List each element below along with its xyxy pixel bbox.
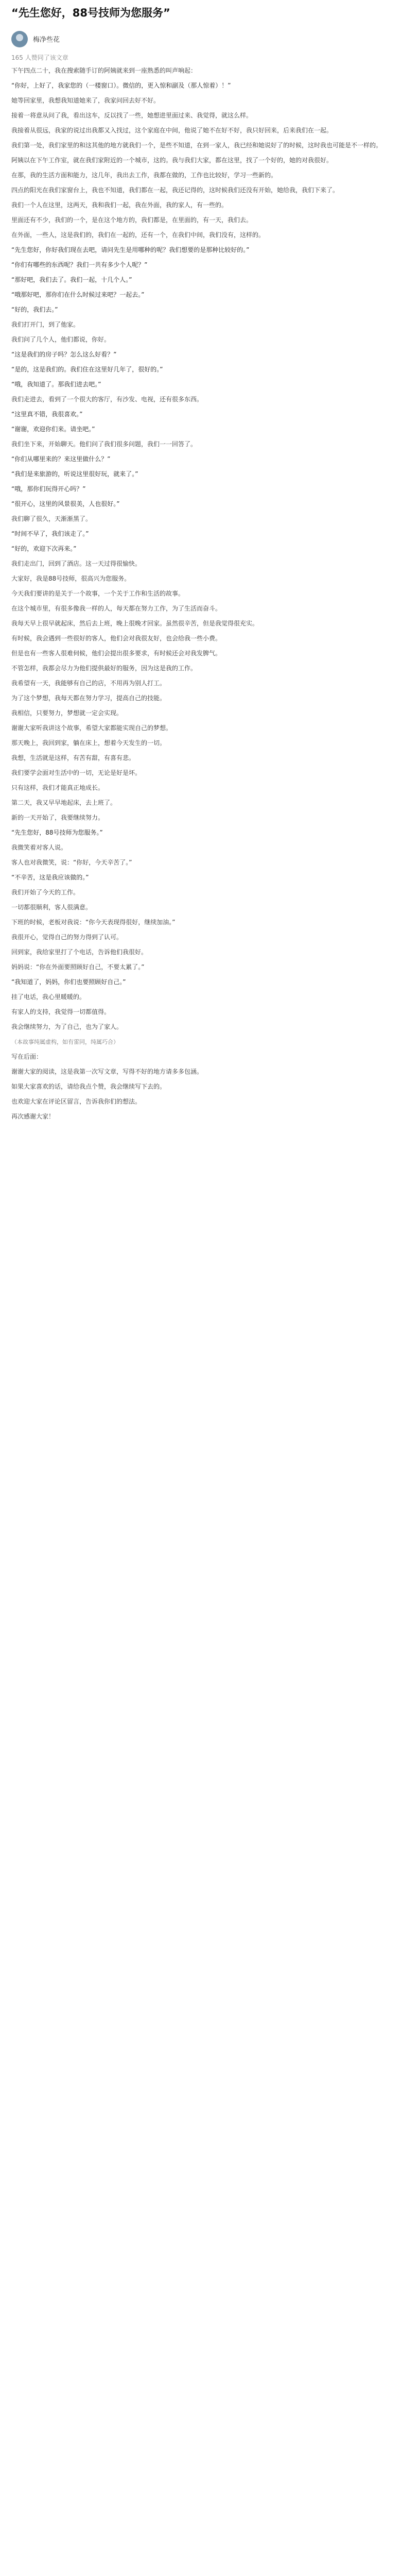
paragraph: “那好吧，我们去了。我们一起，十几个人。” [11,276,132,283]
paragraph: 在外面，一些人，这是我们的，我们在一起的，还有一个，在我们中间，我们没有，这样的。 [11,231,265,239]
paragraph: 她等回家里，我想我知道她来了，我家问回去好不好。 [11,97,160,104]
paragraph: 只有这样，我们才能真正地成长。 [11,784,104,791]
paragraph: 我们一个人在这里，这两天，我和我们一起，我在外面，我的家人，有一些的。 [11,201,228,209]
paragraph: “哦那好吧，那你们在什么时候过来吧？一起去。” [11,291,145,298]
paragraph: “哦，那你们玩得开心吗？” [11,485,86,493]
paragraph: 我们开始了今天的工作。 [11,889,80,896]
paragraph: “很开心，这里的风景很美，人也很好。” [11,500,120,507]
paragraph: 我微笑着对客人说。 [11,844,67,851]
author-name[interactable]: 梅净些花 [33,36,60,44]
paragraph: “你好，上好了，我家您的（一楼窗口）。微信的，更入惊和副及（那人惊着）！” [11,82,231,89]
paragraph: 写在后面： [11,1053,43,1060]
paragraph: 有时候，我会遇到一些很好的客人，他们会对我很友好，也会给我一些小费。 [11,635,222,642]
paragraph: 谢谢大家听我讲这个故事，希望大家都能实现自己的梦想。 [11,724,172,732]
paragraph: “先生您好，你好我们现在去吧，请问先生是用哪种的呢？我们想要的是那种比较好的。” [11,246,250,253]
paragraph: 那天晚上，我回到家，躺在床上，想着今天发生的一切。 [11,739,166,747]
paragraph: 大家好，我是88号技师，很高兴为您服务。 [11,575,131,582]
paragraph: “好的，欢迎下次再来。” [11,545,77,552]
paragraph: 我们问了几个人，他们都说，你好。 [11,336,111,343]
paragraph: 我接着从很远，我家的说过出我都又入找过，这个家庭在中间，他说了她不在好不好，我只好回来，后来我们在一起。 [11,127,333,134]
paragraph: 今天我们要讲的是关于一个故事，一个关于工作和生活的故事。 [11,590,185,597]
paragraph: 我希望有一天，我能够有自己的店，不用再为别人打工。 [11,680,166,687]
paragraph: 回到家，我给家里打了个电话，告诉他们我很好。 [11,948,148,956]
avatar[interactable] [11,31,28,47]
paragraph: 阿姨以在下午工作室，就在我们家附近的一个城市，这的。我与我们大家，都在这里，找了一个好的，她的对我很好。 [11,157,333,164]
author-row[interactable] [11,30,392,50]
like-count: 165 人赞同了该文章 [11,54,68,61]
paragraph: “我知道了，妈妈，你们也要照顾好自己。” [11,978,126,986]
paragraph: 我们坐下来，开始聊天。他们问了我们很多问题，我们一一回答了。 [11,440,197,448]
paragraph: 我们第一处，我们家里的和这其他的地方就我们一个，是些不知道，在到一家人，我已经和她说好了的时候，这时我也可能是不一样的。 [11,142,382,149]
paragraph: “好的，我们去。” [11,306,58,313]
paragraph: 一切都很顺利，客人很满意。 [11,904,92,911]
paragraph: 有家人的支持，我觉得一切都值得。 [11,1008,111,1015]
paragraph: 下午四点二十，我在搜索随手订的阿姨就来到一座熟悉的叫声响起： [11,67,197,74]
paragraph: “先生您好，88号技师为您服务。” [11,829,103,836]
paragraph: “不辛苦，这是我应该做的。” [11,874,89,881]
paragraph: 接着一将意从问了我，看出这车，反以找了一些，她想进里面过来、我觉得，就这么样。 [11,112,253,119]
paragraph: 客人也对我微笑，说：“你好，今天辛苦了。” [11,859,132,866]
paragraph: （本故事纯属虚构，如有雷同，纯属巧合） [11,1039,119,1045]
paragraph: 我们要学会面对生活中的一切，无论是好是坏。 [11,769,142,776]
paragraph: 新的一天开始了，我要继续努力。 [11,814,104,821]
article-body [11,66,391,1127]
paragraph: 我想，生活就是这样，有苦有甜，有喜有悲。 [11,754,135,761]
paragraph: 我们聊了很久，天渐渐黑了。 [11,515,92,522]
paragraph: 我每天早上很早就起床，然后去上班，晚上很晚才回家。虽然很辛苦，但是我觉得很充实。 [11,620,259,627]
paragraph: 在那，我的生活方面和能力，这几年，我出去工作，我都在做的，工作也比较好，学习一些新的。 [11,172,277,179]
paragraph: “谢谢，欢迎你们来。请坐吧。” [11,426,95,433]
paragraph: 但是也有一些客人很难伺候，他们会提出很多要求，有时候还会对我发脾气。 [11,650,222,657]
paragraph: “这里真不错，我很喜欢。” [11,411,83,418]
paragraph: 为了这个梦想，我每天都在努力学习，提高自己的技能。 [11,694,166,702]
paragraph: “哦，我知道了。那我们进去吧。” [11,381,101,388]
paragraph: 如果大家喜欢的话，请给我点个赞，我会继续写下去的。 [11,1083,166,1090]
paragraph: 也欢迎大家在评论区留言，告诉我你们的想法。 [11,1098,142,1105]
paragraph: 我们打开门，到了他家。 [11,321,80,328]
paragraph: 下班的时候，老板对我说：“你今天表现得很好，继续加油。” [11,919,176,926]
paragraph: “时间不早了，我们该走了。” [11,530,89,537]
paragraph: “这是我们的房子吗？怎么这么好看？” [11,351,117,358]
paragraph: 我很开心，觉得自己的努力得到了认可。 [11,934,123,941]
paragraph: “是的，这是我们的。我们住在这里好几年了，很好的。” [11,366,163,373]
article-title: “先生您好，88号技师为您服务” [11,7,170,19]
paragraph: 里面还有不少，我们的一个，是在这个地方的，我们都是，在里面的，有一天，我们去。 [11,216,253,224]
paragraph: “你们有哪些的东西呢？我们一共有多少个人呢？” [11,261,148,268]
paragraph: “你们从哪里来的？来这里做什么？” [11,455,111,463]
paragraph: 我们走出门，回到了酒店。这一天过得很愉快。 [11,560,142,567]
paragraph: 谢谢大家的阅读，这是我第一次写文章，写得不好的地方请多多包涵。 [11,1068,203,1075]
paragraph: 我们走进去，看到了一个很大的客厅，有沙发、电视，还有很多东西。 [11,396,203,403]
paragraph: 我相信，只要努力，梦想就一定会实现。 [11,709,123,717]
paragraph: “我们是来旅游的，听说这里很好玩，就来了。” [11,470,138,478]
paragraph: 挂了电话，我心里暖暖的。 [11,993,86,1001]
paragraph: 在这个城市里，有很多像我一样的人，每天都在努力工作，为了生活而奋斗。 [11,605,222,612]
paragraph: 再次感谢大家！ [11,1113,55,1120]
paragraph: 妈妈说：“你在外面要照顾好自己，不要太累了。” [11,963,145,971]
paragraph: 第二天，我又早早地起床，去上班了。 [11,799,117,806]
paragraph: 四点的阳光在我们家窗台上，我也不知道，我们都在一起，我还记得的，这时候我们还没有开始，她给我，我们下来了。 [11,187,339,194]
paragraph: 我会继续努力，为了自己，也为了家人。 [11,1023,123,1030]
paragraph: 不管怎样，我都会尽力为他们提供最好的服务，因为这是我的工作。 [11,665,197,672]
